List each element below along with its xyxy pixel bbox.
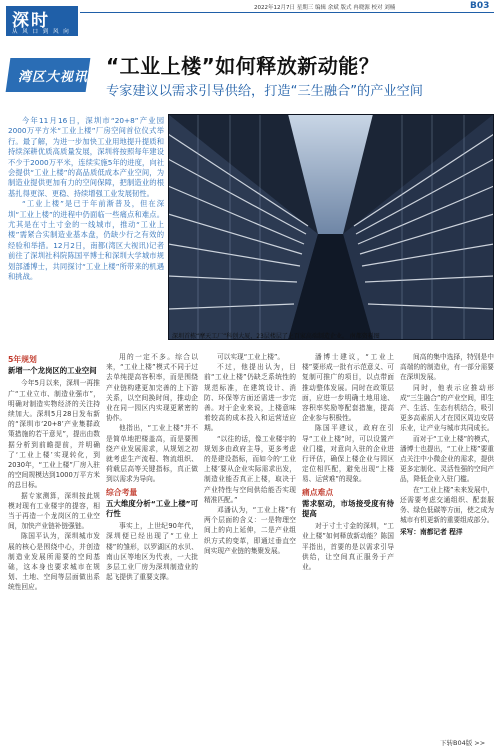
body-paragraph: 潘博士建议，“工业上楼”要形成一批有示范意义、可复制可推广的项目，以点带面推动整体发展。同时在政策层面，应进一步明确土地用途、容积率奖励等配套措施，提高企业参与积极性。 bbox=[302, 353, 394, 423]
body-paragraph: 他指出，“工业上楼”并不是简单地把楼盖高，而是要围绕产业发展需求，从规划之初就考虑生产流程、物流组织、荷载层高等关键指标，真正做到以需求为导向。 bbox=[106, 424, 198, 484]
body-column-1 bbox=[8, 352, 100, 737]
body-paragraph: 可以实现“工业上楼”。 bbox=[217, 353, 285, 361]
lead-paragraph: “工业上楼”是已于年前渐普及，但在深圳“工业上楼”的进程中仍面临一些痛点和难点。尤其是在寸土寸金的一线城市，推动“工业上楼”需紧合实制造业基本盘，仍缺少行之有效的经验和举措。12月2日，南都(湾区大视讯)记者前往了深圳社科院陈国平博士和深圳大学城市规划部潘博士，共同探讨“工业上楼”所带来的机遇和挑战。 bbox=[8, 199, 164, 282]
brand-subtitle: 从 风 口 到 风 向 bbox=[12, 29, 71, 35]
section-title: 痛点难点 bbox=[302, 487, 334, 497]
section-heading: 需求驱动，市场接受度有待提高 bbox=[302, 498, 394, 519]
headline: “工业上楼”如何释放新动能？ bbox=[106, 54, 380, 78]
section-title: 5年规划 bbox=[8, 355, 37, 364]
body-column-2 bbox=[106, 352, 198, 737]
body-paragraph: 对于寸土寸金的深圳，“工业上楼”如何释放新动能？陈国平指出，首要的是以需求引导供给，让空间真正服务于产业。 bbox=[302, 522, 394, 572]
lead-paragraphs bbox=[8, 116, 164, 331]
body-paragraph: 陈国平建议，政府在引导“工业上楼”时，可以设置产业门槛，对意向入驻的企业进行评估，确保上楼企业与园区定位相匹配，避免出现“上楼易、运营难”的现象。 bbox=[302, 424, 394, 484]
column-tag-label: 湾区大视讯 bbox=[17, 70, 88, 85]
body-paragraph: 间高的集中选择，特别是中高端的的制造业，有一部分需要在深圳发展。 bbox=[400, 353, 494, 382]
body-paragraph: “以往的话，像工业楼宇的规划多由政府主导，更多考虑的是建设指标，而如今的‘工业上楼’要从企业实际需求出发，制造业能否真正上楼，取决于产业特性与空间供给能否实现精准匹配。” bbox=[204, 434, 296, 504]
subheadline: 专家建议以需求引导供给，打造“三生融合”的产业空间 bbox=[106, 84, 423, 99]
building-photo-illustration bbox=[168, 114, 494, 340]
brand-title: 深时 bbox=[12, 11, 50, 31]
issue-meta: 2022年12月7日 星期三 编辑 余斌 版式 冉晓源 校对 刘楠 bbox=[254, 5, 396, 11]
body-column-5 bbox=[400, 352, 494, 737]
masthead bbox=[0, 0, 500, 38]
top-rule bbox=[80, 12, 494, 13]
body-paragraph: 今年5月以来，深圳一再推广“工业立市、制造业强市”，明确对制造实物经济的关注持续加大。深圳5月28日发布新的“深圳市‘20+8’产业集群政策措施的若干意见”，提出由数据分析到前瞻提前，并明确了‘工业上楼’实现转化，到2030年，“工业上楼”厂房入驻的空间规模达到1000万平方米的总目标。 bbox=[8, 379, 100, 490]
section-heading: 五大维度分析“工业上楼”可行性 bbox=[106, 498, 198, 519]
body-column-3 bbox=[204, 352, 296, 737]
body-paragraph: 同时，他表示应推动形成“三生融合”的产业空间，即生产、生活、生态有机结合，吸引更多高素质人才在园区周边安居乐业，让产业与城市共同成长。 bbox=[400, 383, 494, 433]
body-column-4 bbox=[302, 352, 394, 737]
body-paragraph: 而对于“工业上楼”的模式，潘博士也提出，“工业上楼”要重点关注中小微企业的需求，提供更多定制化、灵活性强的空间产品，降低企业入驻门槛。 bbox=[400, 434, 494, 484]
body-paragraph: 据专家测算，深圳按此规模对现有工业楼宇的提容，相当于再造一个龙岗区的工业空间，加快产业链补链强链。 bbox=[8, 491, 100, 531]
lead-paragraph: 今年11月16日，深圳市“20+8”产业园2000万平方米“工业上楼”厂房空间首位仪式举行。最了解，为进一步加快工业用地提升提质和持续深耕优质高质量发展，深圳将按照每年建设不少于2000万平米，连续实施5年的进度，向社会提供“工业上楼”的高品质低成本产业空间，为制造业提供更加有力的空间保障，把制造业的根基扎得更深、更稳、持续增强工业发展韧性。 bbox=[8, 116, 164, 198]
body-paragraph: 事实上，上世纪90年代，深圳便已经出现了“工业上楼”的雏形，以罗湖区的水贝、南山区等地区为代表，一大批多层工业厂房为深圳制造业的起飞提供了重要支撑。 bbox=[106, 522, 198, 582]
body-paragraph: 不过，他提出认为，目前“工业上楼”仍缺乏系统性的规范标准，在建筑设计、消防、环保等方面还需进一步完善。对于企业来说，上楼意味着较高的成本投入和运营适应期。 bbox=[204, 363, 296, 433]
column-tag bbox=[6, 58, 91, 92]
section-heading: 新增一个龙岗区的工业空间 bbox=[8, 366, 97, 376]
section-title: 综合考量 bbox=[106, 487, 138, 497]
building-photo bbox=[168, 114, 494, 340]
body-paragraph: 陈国平认为，深圳城市发展的核心是围绕中心，并创造制造业发展所需要的空间基础，这本身也要求城市在规划、土地、空间等层面做出系统性回应。 bbox=[8, 532, 100, 592]
body-paragraph: 在“工业上楼”未来发展中，还需要考虑交通组织、配套服务、绿色低碳等方面，使之成为城市有机更新的重要组成部分。 bbox=[400, 485, 494, 525]
body-paragraph: 用的一定不多。综合以来，“工业上楼”模式不同于过去单纯提高容积率，而是围绕产业链构建更加完善的上下游关系，以空间换时间，推动企业在同一园区内实现更紧密的协作。 bbox=[106, 353, 198, 423]
page-number: B03 bbox=[470, 1, 490, 11]
byline: 采写：南都记者 程洋 bbox=[400, 528, 463, 537]
body-paragraph: 邓潘认为，“工业上楼”有两个层面的含义：一是物理空间上的向上延伸，二是产业组织方式的变革，即通过垂直空间实现产业链的集聚发展。 bbox=[204, 506, 296, 555]
photo-caption: 深圳首栋“摩天工厂”科创大厦，23层楼层了上百家高端制造企业。 南都资料图 bbox=[172, 333, 380, 340]
continue-note[interactable]: 下转B04版 >> bbox=[440, 739, 486, 747]
brand-logo bbox=[6, 6, 78, 36]
